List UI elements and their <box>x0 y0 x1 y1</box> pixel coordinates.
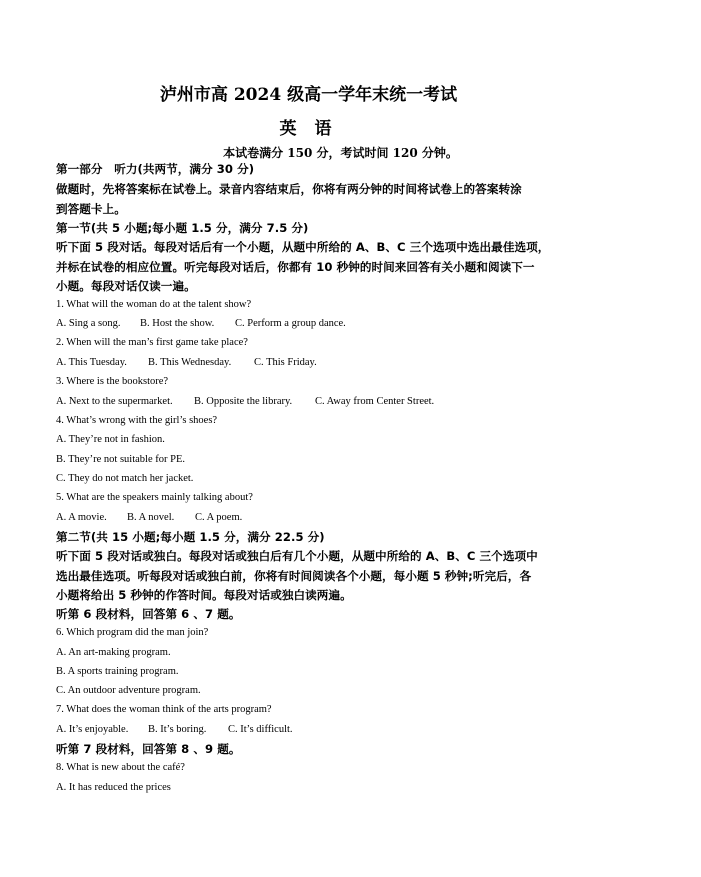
section1-heading: 第一节(共 5 小题;每小题 1.5 分，满分 7.5 分) <box>56 221 309 235</box>
question-4-option-c: C. They do not match her jacket. <box>56 473 194 484</box>
material-7-heading: 听第 7 段材料，回答第 8 、9 题。 <box>56 742 241 756</box>
part1-instruction-line2: 到答题卡上。 <box>56 202 126 216</box>
question-6-option-c: C. An outdoor adventure program. <box>56 685 201 696</box>
option-c: C. Perform a group dance. <box>235 318 346 329</box>
question-7-options <box>56 724 666 735</box>
material-6-heading: 听第 6 段材料，回答第 6 、7 题。 <box>56 607 241 621</box>
question-8-option-a: A. It has reduced the prices <box>56 782 171 793</box>
option-a: A. A movie. <box>56 512 107 523</box>
exam-info: 本试卷满分 150 分，考试时间 120 分钟。 <box>223 146 458 160</box>
question-2-options <box>56 357 666 368</box>
section2-instruction-line2: 选出最佳选项。听每段对话或独白前，你将有时间阅读各个小题，每小题 5 秒钟;听完后，各 <box>56 569 532 583</box>
question-4-option-a: A. They’re not in fashion. <box>56 434 165 445</box>
question-4-option-b: B. They’re not suitable for PE. <box>56 454 185 465</box>
question-6-option-b: B. A sports training program. <box>56 666 179 677</box>
question-6: 6. Which program did the man join? <box>56 627 209 638</box>
part1-heading: 第一部分 听力(共两节，满分 30 分) <box>56 162 255 176</box>
section1-instruction-line3: 小题。每段对话仅读一遍。 <box>56 279 196 293</box>
question-7: 7. What does the woman think of the arts program? <box>56 704 272 715</box>
option-b: B. Host the show. <box>140 318 215 329</box>
question-2: 2. When will the man’s first game take place? <box>56 337 248 348</box>
option-a: A. Sing a song. <box>56 318 121 329</box>
option-b: B. It’s boring. <box>148 724 207 735</box>
option-a: A. Next to the supermarket. <box>56 396 173 407</box>
section1-instruction-line1: 听下面 5 段对话。每段对话后有一个小题，从题中所给的 A、B、C 三个选项中选出最佳选项， <box>56 240 550 254</box>
subject-title: 英 语 <box>279 119 338 139</box>
exam-title: 泸州市高 2024 级高一学年末统一考试 <box>159 85 458 105</box>
question-1-options <box>56 318 666 329</box>
question-3-options <box>56 396 666 407</box>
option-b: B. A novel. <box>127 512 175 523</box>
question-6-option-a: A. An art-making program. <box>56 647 171 658</box>
option-c: C. Away from Center Street. <box>315 396 435 407</box>
question-5-options <box>56 512 666 523</box>
option-c: C. A poem. <box>195 512 243 523</box>
question-5: 5. What are the speakers mainly talking about? <box>56 492 253 503</box>
section2-instruction-line3: 小题将给出 5 秒钟的作答时间。每段对话或独白读两遍。 <box>56 588 352 602</box>
option-b: B. This Wednesday. <box>148 357 232 368</box>
section2-instruction-line1: 听下面 5 段对话或独白。每段对话或独白后有几个小题，从题中所给的 A、B、C 三个选项中 <box>56 549 538 563</box>
option-a: A. This Tuesday. <box>56 357 127 368</box>
part1-instruction-line1: 做题时，先将答案标在试卷上。录音内容结束后，你将有两分钟的时间将试卷上的答案转涂 <box>56 182 522 196</box>
question-1: 1. What will the woman do at the talent show? <box>56 299 252 310</box>
option-c: C. It’s difficult. <box>228 724 293 735</box>
question-8: 8. What is new about the café? <box>56 762 185 773</box>
option-b: B. Opposite the library. <box>194 396 293 407</box>
question-3: 3. Where is the bookstore? <box>56 376 169 387</box>
question-4: 4. What’s wrong with the girl’s shoes? <box>56 415 218 426</box>
section2-heading: 第二节(共 15 小题;每小题 1.5 分，满分 22.5 分) <box>56 530 325 544</box>
option-c: C. This Friday. <box>254 357 317 368</box>
section1-instruction-line2: 并标在试卷的相应位置。听完每段对话后，你都有 10 秒钟的时间来回答有关小题和阅读下一 <box>56 260 535 274</box>
option-a: A. It’s enjoyable. <box>56 724 129 735</box>
